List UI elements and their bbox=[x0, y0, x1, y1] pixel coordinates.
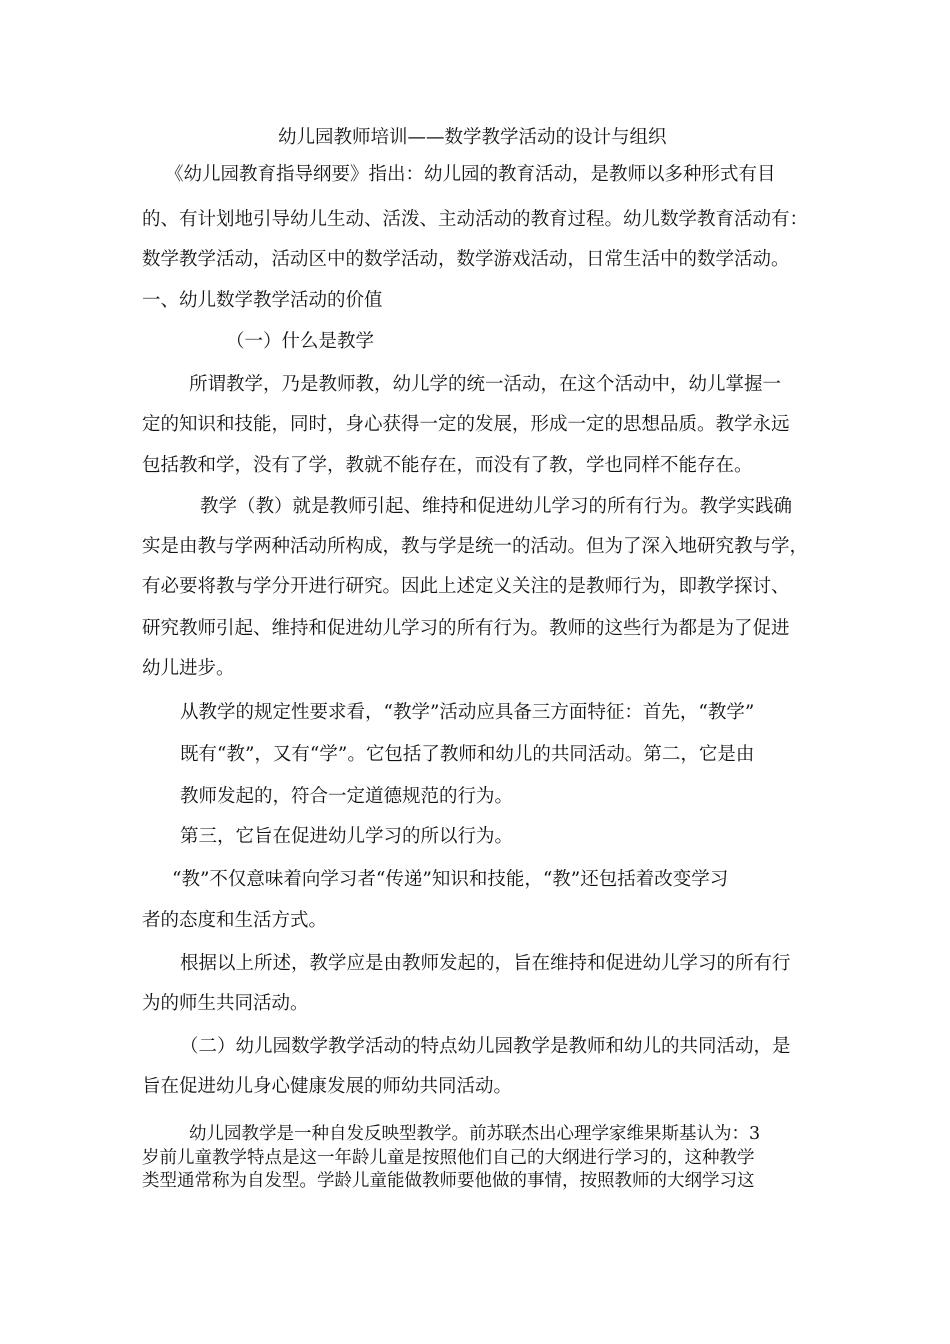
paragraph-line: 既有“教”，又有“学”。它包括了教师和幼儿的共同活动。第二，它是由 bbox=[180, 744, 755, 765]
intro-line: 《幼儿园教育指导纲要》指出：幼儿园的教育活动，是教师以多种形式有目 bbox=[165, 164, 776, 185]
subsection-heading: （一）什么是教学 bbox=[226, 331, 375, 352]
paragraph-line: 为的师生共同活动。 bbox=[142, 993, 309, 1014]
paragraph-line: 类型通常称为自发型。学龄儿童能做教师要他做的事情，按照教师的大纲学习这 bbox=[142, 1171, 755, 1191]
paragraph-line: 研究教师引起、维持和促进幼儿学习的所有行为。教师的这些行为都是为了促进 bbox=[142, 618, 790, 639]
paragraph-line: 幼儿进步。 bbox=[142, 658, 235, 679]
paragraph-line: 教学（教）就是教师引起、维持和促进幼儿学习的所有行为。教学实践确 bbox=[200, 496, 793, 517]
paragraph-line: “教”不仅意味着向学习者“传递”知识和技能，“教”还包括着改变学习 bbox=[172, 869, 729, 890]
paragraph-line: 包括教和学，没有了学，教就不能存在，而没有了教，学也同样不能存在。 bbox=[142, 455, 753, 476]
paragraph-line: 旨在促进幼儿身心健康发展的师幼共同活动。 bbox=[142, 1076, 513, 1097]
section-heading: 一、幼儿数学教学活动的价值 bbox=[142, 290, 383, 311]
paragraph-line: 教师发起的，符合一定道德规范的行为。 bbox=[180, 786, 514, 807]
paragraph-line: 根据以上所述，教学应是由教师发起的，旨在维持和促进幼儿学习的所有行 bbox=[180, 953, 791, 974]
paragraph-line: （二）幼儿园数学教学活动的特点幼儿园教学是教师和幼儿的共同活动，是 bbox=[180, 1036, 791, 1057]
page-title: 幼儿园教师培训——数学教学活动的设计与组织 bbox=[278, 127, 667, 148]
paragraph-line: 从教学的规定性要求看，“教学”活动应具备三方面特征：首先，“教学” bbox=[180, 702, 755, 723]
paragraph-line: 幼儿园教学是一种自发反映型教学。前苏联杰出心理学家维果斯基认为：3 bbox=[189, 1124, 761, 1144]
paragraph-line: 定的知识和技能，同时，身心获得一定的发展，形成一定的思想品质。教学永远 bbox=[142, 414, 790, 435]
paragraph-line: 者的态度和生活方式。 bbox=[142, 910, 328, 931]
intro-line: 的、有计划地引导幼儿生动、活泼、主动活动的教育过程。幼儿数学教育活动有： bbox=[142, 209, 809, 230]
paragraph-line: 有必要将教与学分开进行研究。因此上述定义关注的是教师行为，即教学探讨、 bbox=[142, 576, 790, 597]
paragraph-line: 所谓教学，乃是教师教，幼儿学的统一活动，在这个活动中，幼儿掌握一 bbox=[189, 374, 782, 395]
paragraph-line: 岁前儿童教学特点是这一年龄儿童是按照他们自己的大纲进行学习的，这种教学 bbox=[142, 1148, 755, 1168]
intro-line: 数学教学活动，活动区中的数学活动，数学游戏活动，日常生活中的数学活动。 bbox=[142, 249, 790, 270]
paragraph-line: 实是由教与学两种活动所构成，教与学是统一的活动。但为了深入地研究教与学， bbox=[142, 536, 809, 557]
paragraph-line: 第三，它旨在促进幼儿学习的所以行为。 bbox=[180, 826, 514, 847]
